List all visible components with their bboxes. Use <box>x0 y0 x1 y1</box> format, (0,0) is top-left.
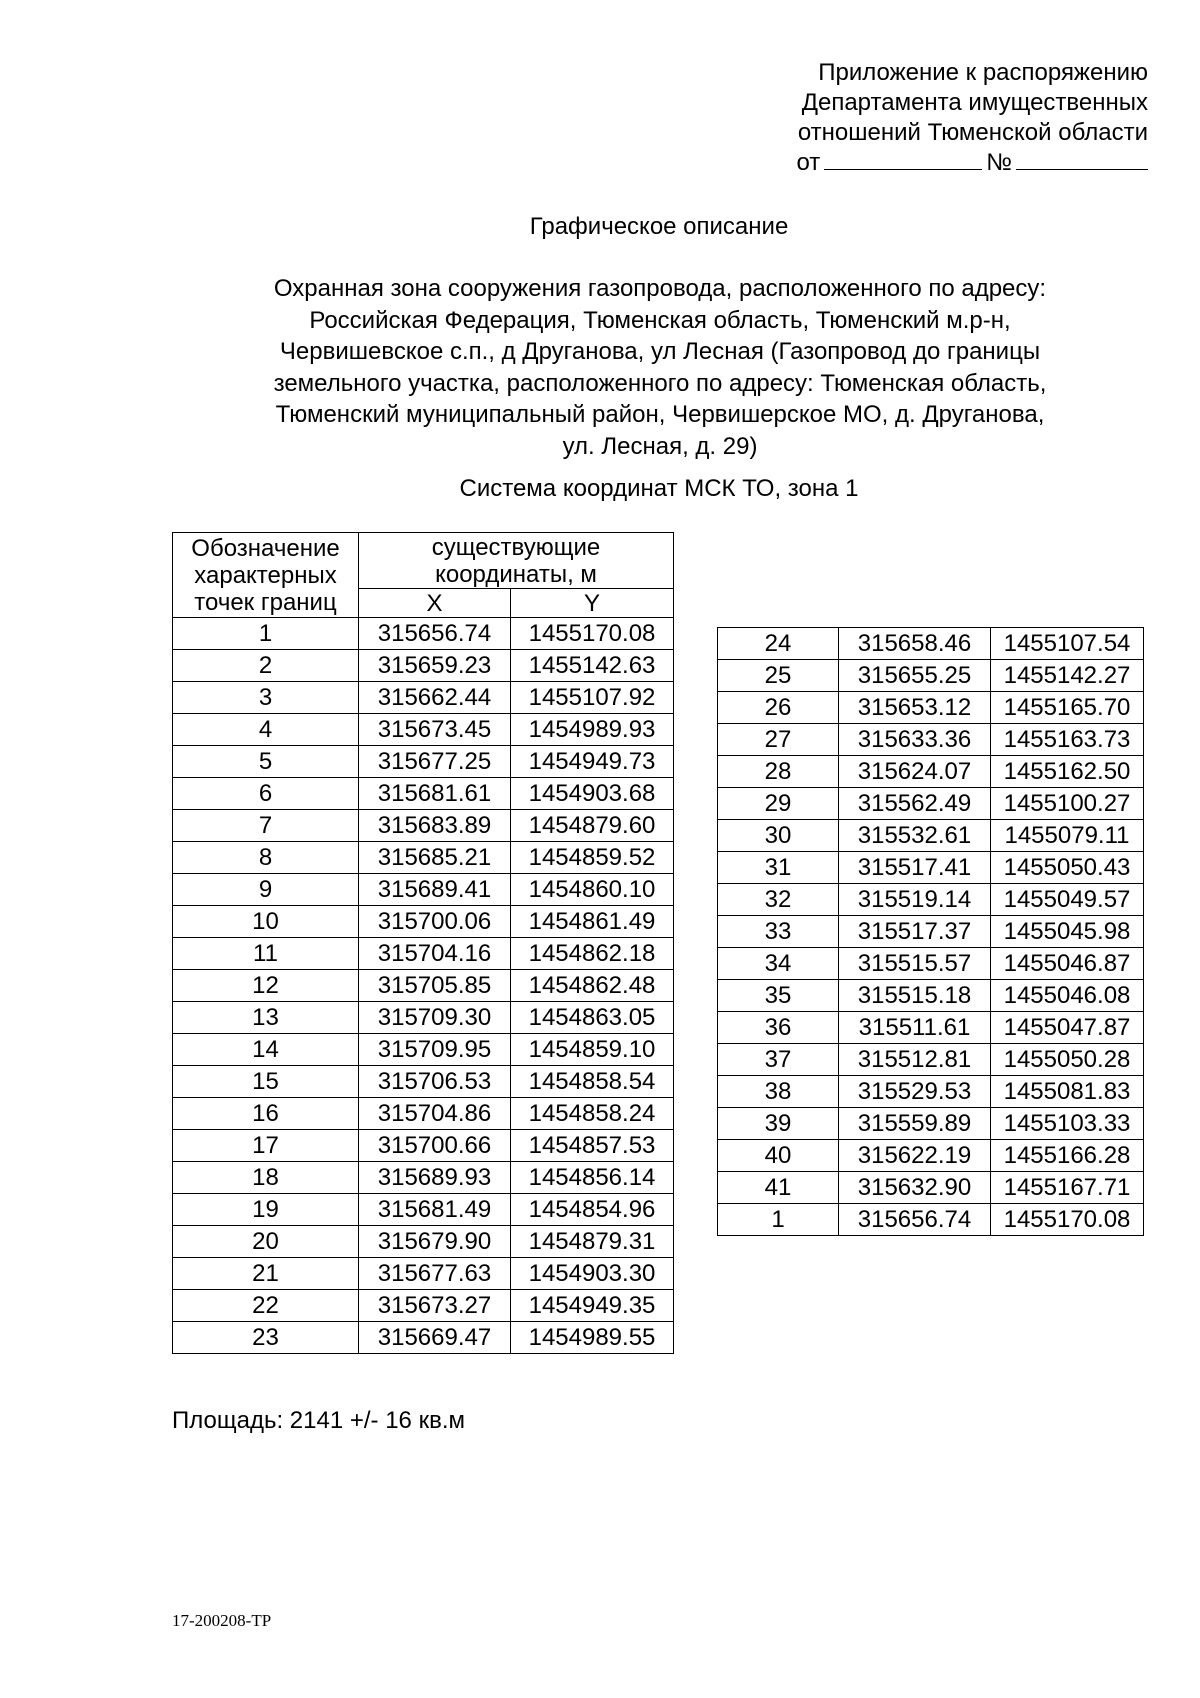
point-number-cell: 17 <box>173 1130 359 1162</box>
x-coordinate-cell: 315658.46 <box>839 628 991 660</box>
x-coordinate-cell: 315683.89 <box>359 810 511 842</box>
x-coordinate-cell: 315704.16 <box>359 938 511 970</box>
point-number-cell: 23 <box>173 1322 359 1354</box>
x-coordinate-cell: 315529.53 <box>839 1076 991 1108</box>
table-row <box>718 884 1144 916</box>
object-description <box>180 273 1140 462</box>
point-number-cell: 24 <box>718 628 839 660</box>
x-coordinate-cell: 315677.25 <box>359 746 511 778</box>
x-coordinate-cell: 315681.61 <box>359 778 511 810</box>
table-row <box>718 724 1144 756</box>
table-row <box>173 1066 674 1098</box>
table-row <box>718 1076 1144 1108</box>
point-number-cell: 10 <box>173 906 359 938</box>
table-row <box>718 852 1144 884</box>
point-number-cell: 18 <box>173 1162 359 1194</box>
point-number-cell: 11 <box>173 938 359 970</box>
y-coordinate-cell: 1454854.96 <box>511 1194 674 1226</box>
x-coordinate-cell: 315700.66 <box>359 1130 511 1162</box>
y-coordinate-cell: 1455047.87 <box>991 1012 1144 1044</box>
x-coordinate-cell: 315662.44 <box>359 682 511 714</box>
table-row <box>718 788 1144 820</box>
header-point-designation <box>173 533 359 618</box>
table-row <box>718 1012 1144 1044</box>
y-coordinate-cell: 1454862.18 <box>511 938 674 970</box>
x-coordinate-cell: 315685.21 <box>359 842 511 874</box>
point-number-cell: 27 <box>718 724 839 756</box>
y-coordinate-cell: 1454859.52 <box>511 842 674 874</box>
point-number-cell: 22 <box>173 1290 359 1322</box>
description-line: ул. Лесная, д. 29) <box>562 432 758 460</box>
table-row <box>173 1130 674 1162</box>
y-coordinate-cell: 1454989.55 <box>511 1322 674 1354</box>
y-coordinate-cell: 1455103.33 <box>991 1108 1144 1140</box>
table-row <box>173 970 674 1002</box>
y-coordinate-cell: 1455170.08 <box>991 1204 1144 1236</box>
table-row <box>718 948 1144 980</box>
point-number-cell: 30 <box>718 820 839 852</box>
y-coordinate-cell: 1455050.43 <box>991 852 1144 884</box>
y-coordinate-cell: 1455163.73 <box>991 724 1144 756</box>
y-coordinate-cell: 1454879.31 <box>511 1226 674 1258</box>
point-number-cell: 38 <box>718 1076 839 1108</box>
table-row <box>173 1226 674 1258</box>
x-coordinate-cell: 315515.18 <box>839 980 991 1012</box>
point-number-cell: 8 <box>173 842 359 874</box>
header-x: X <box>359 589 511 618</box>
header-text: точек границ <box>194 588 337 616</box>
y-coordinate-cell: 1454859.10 <box>511 1034 674 1066</box>
table-row <box>173 1162 674 1194</box>
table-row <box>173 938 674 970</box>
y-coordinate-cell: 1455046.08 <box>991 980 1144 1012</box>
header-text: характерных <box>194 561 337 589</box>
table-row <box>173 778 674 810</box>
table-row <box>718 1108 1144 1140</box>
y-coordinate-cell: 1454863.05 <box>511 1002 674 1034</box>
point-number-cell: 25 <box>718 660 839 692</box>
table-row <box>718 980 1144 1012</box>
y-coordinate-cell: 1455170.08 <box>511 618 674 650</box>
x-coordinate-cell: 315673.27 <box>359 1290 511 1322</box>
point-number-cell: 26 <box>718 692 839 724</box>
table-row <box>718 628 1144 660</box>
x-coordinate-cell: 315632.90 <box>839 1172 991 1204</box>
y-coordinate-cell: 1455142.63 <box>511 650 674 682</box>
y-coordinate-cell: 1455142.27 <box>991 660 1144 692</box>
table-row <box>718 660 1144 692</box>
table-row <box>173 746 674 778</box>
y-coordinate-cell: 1454862.48 <box>511 970 674 1002</box>
x-coordinate-cell: 315656.74 <box>359 618 511 650</box>
description-line: земельного участка, расположенного по адресу: Тюменская область, <box>273 369 1047 397</box>
point-number-cell: 31 <box>718 852 839 884</box>
y-coordinate-cell: 1454860.10 <box>511 874 674 906</box>
x-coordinate-cell: 315633.36 <box>839 724 991 756</box>
point-number-cell: 20 <box>173 1226 359 1258</box>
y-coordinate-cell: 1455167.71 <box>991 1172 1144 1204</box>
point-number-cell: 16 <box>173 1098 359 1130</box>
x-coordinate-cell: 315689.93 <box>359 1162 511 1194</box>
point-number-cell: 12 <box>173 970 359 1002</box>
description-line: Российская Федерация, Тюменская область, Тюменский м.р-н, <box>309 306 1011 334</box>
y-coordinate-cell: 1454861.49 <box>511 906 674 938</box>
x-coordinate-cell: 315706.53 <box>359 1066 511 1098</box>
x-coordinate-cell: 315659.23 <box>359 650 511 682</box>
point-number-cell: 41 <box>718 1172 839 1204</box>
y-coordinate-cell: 1455166.28 <box>991 1140 1144 1172</box>
y-coordinate-cell: 1455050.28 <box>991 1044 1144 1076</box>
description-line: Червишевское с.п., д Друганова, ул Лесная (Газопровод до границы <box>279 338 1041 365</box>
point-number-cell: 19 <box>173 1194 359 1226</box>
date-blank <box>824 168 982 170</box>
y-coordinate-cell: 1454903.68 <box>511 778 674 810</box>
point-number-cell: 5 <box>173 746 359 778</box>
table-row <box>718 1172 1144 1204</box>
coordinates-table-left <box>172 532 674 1354</box>
x-coordinate-cell: 315532.61 <box>839 820 991 852</box>
number-blank <box>1016 168 1148 170</box>
point-number-cell: 6 <box>173 778 359 810</box>
header-text: Обозначение <box>191 534 340 562</box>
table-row <box>718 1204 1144 1236</box>
point-number-cell: 1 <box>718 1204 839 1236</box>
approval-block <box>796 58 1148 178</box>
coordinate-system: Система координат МСК ТО, зона 1 <box>459 475 859 502</box>
table-row <box>173 714 674 746</box>
header-coordinates <box>359 533 674 589</box>
table-row <box>173 1034 674 1066</box>
table-row <box>173 682 674 714</box>
header-text: существующие <box>431 533 601 561</box>
table-row <box>173 1098 674 1130</box>
y-coordinate-cell: 1454857.53 <box>511 1130 674 1162</box>
table-row <box>718 1044 1144 1076</box>
y-coordinate-cell: 1455162.50 <box>991 756 1144 788</box>
table-row <box>173 1194 674 1226</box>
y-coordinate-cell: 1454879.60 <box>511 810 674 842</box>
point-number-cell: 3 <box>173 682 359 714</box>
x-coordinate-cell: 315709.95 <box>359 1034 511 1066</box>
x-coordinate-cell: 315511.61 <box>839 1012 991 1044</box>
table-row <box>173 874 674 906</box>
y-coordinate-cell: 1455100.27 <box>991 788 1144 820</box>
area-text: Площадь: 2141 +/- 16 кв.м <box>172 1407 465 1434</box>
number-label: № <box>986 149 1012 176</box>
x-coordinate-cell: 315519.14 <box>839 884 991 916</box>
x-coordinate-cell: 315562.49 <box>839 788 991 820</box>
x-coordinate-cell: 315512.81 <box>839 1044 991 1076</box>
y-coordinate-cell: 1454949.35 <box>511 1290 674 1322</box>
document-title: Графическое описание <box>529 213 789 240</box>
y-coordinate-cell: 1454858.54 <box>511 1066 674 1098</box>
table-row <box>718 916 1144 948</box>
point-number-cell: 2 <box>173 650 359 682</box>
y-coordinate-cell: 1454856.14 <box>511 1162 674 1194</box>
document-code: 17-200208-ТР <box>172 1611 272 1630</box>
table-row <box>173 1258 674 1290</box>
x-coordinate-cell: 315704.86 <box>359 1098 511 1130</box>
x-coordinate-cell: 315689.41 <box>359 874 511 906</box>
point-number-cell: 15 <box>173 1066 359 1098</box>
table-row <box>173 810 674 842</box>
point-number-cell: 7 <box>173 810 359 842</box>
point-number-cell: 4 <box>173 714 359 746</box>
x-coordinate-cell: 315515.57 <box>839 948 991 980</box>
y-coordinate-cell: 1454858.24 <box>511 1098 674 1130</box>
x-coordinate-cell: 315677.63 <box>359 1258 511 1290</box>
x-coordinate-cell: 315622.19 <box>839 1140 991 1172</box>
x-coordinate-cell: 315656.74 <box>839 1204 991 1236</box>
point-number-cell: 21 <box>173 1258 359 1290</box>
table-row <box>173 1290 674 1322</box>
date-label: от <box>796 149 821 176</box>
header-y: Y <box>511 589 674 618</box>
point-number-cell: 35 <box>718 980 839 1012</box>
approval-line: отношений Тюменской области <box>797 119 1148 146</box>
x-coordinate-cell: 315700.06 <box>359 906 511 938</box>
point-number-cell: 37 <box>718 1044 839 1076</box>
x-coordinate-cell: 315559.89 <box>839 1108 991 1140</box>
approval-line: Департамента имущественных <box>801 89 1148 116</box>
x-coordinate-cell: 315679.90 <box>359 1226 511 1258</box>
point-number-cell: 33 <box>718 916 839 948</box>
x-coordinate-cell: 315705.85 <box>359 970 511 1002</box>
point-number-cell: 14 <box>173 1034 359 1066</box>
x-coordinate-cell: 315624.07 <box>839 756 991 788</box>
description-line: Тюменский муниципальный район, Червишерское МО, д. Друганова, <box>275 401 1045 428</box>
y-coordinate-cell: 1455107.92 <box>511 682 674 714</box>
x-coordinate-cell: 315655.25 <box>839 660 991 692</box>
y-coordinate-cell: 1455165.70 <box>991 692 1144 724</box>
x-coordinate-cell: 315669.47 <box>359 1322 511 1354</box>
y-coordinate-cell: 1455049.57 <box>991 884 1144 916</box>
table-row <box>173 618 674 650</box>
y-coordinate-cell: 1455046.87 <box>991 948 1144 980</box>
point-number-cell: 13 <box>173 1002 359 1034</box>
point-number-cell: 28 <box>718 756 839 788</box>
table-row <box>173 1002 674 1034</box>
table-row <box>718 820 1144 852</box>
y-coordinate-cell: 1455045.98 <box>991 916 1144 948</box>
point-number-cell: 32 <box>718 884 839 916</box>
approval-line: Приложение к распоряжению <box>818 59 1148 86</box>
x-coordinate-cell: 315681.49 <box>359 1194 511 1226</box>
x-coordinate-cell: 315653.12 <box>839 692 991 724</box>
table-row <box>718 692 1144 724</box>
point-number-cell: 9 <box>173 874 359 906</box>
x-coordinate-cell: 315709.30 <box>359 1002 511 1034</box>
table-row <box>173 1322 674 1354</box>
y-coordinate-cell: 1454903.30 <box>511 1258 674 1290</box>
y-coordinate-cell: 1455079.11 <box>991 820 1144 852</box>
table-row <box>718 1140 1144 1172</box>
y-coordinate-cell: 1455107.54 <box>991 628 1144 660</box>
table-row <box>173 650 674 682</box>
x-coordinate-cell: 315517.37 <box>839 916 991 948</box>
point-number-cell: 34 <box>718 948 839 980</box>
x-coordinate-cell: 315673.45 <box>359 714 511 746</box>
x-coordinate-cell: 315517.41 <box>839 852 991 884</box>
table-row <box>718 756 1144 788</box>
y-coordinate-cell: 1455081.83 <box>991 1076 1144 1108</box>
point-number-cell: 1 <box>173 618 359 650</box>
table-row <box>173 842 674 874</box>
point-number-cell: 40 <box>718 1140 839 1172</box>
header-text: координаты, м <box>435 560 597 588</box>
point-number-cell: 39 <box>718 1108 839 1140</box>
y-coordinate-cell: 1454949.73 <box>511 746 674 778</box>
y-coordinate-cell: 1454989.93 <box>511 714 674 746</box>
table-row <box>173 906 674 938</box>
coordinates-table-right <box>717 627 1144 1236</box>
point-number-cell: 29 <box>718 788 839 820</box>
approval-date-line <box>796 148 1148 178</box>
description-line: Охранная зона сооружения газопровода, расположенного по адресу: <box>273 275 1047 302</box>
point-number-cell: 36 <box>718 1012 839 1044</box>
